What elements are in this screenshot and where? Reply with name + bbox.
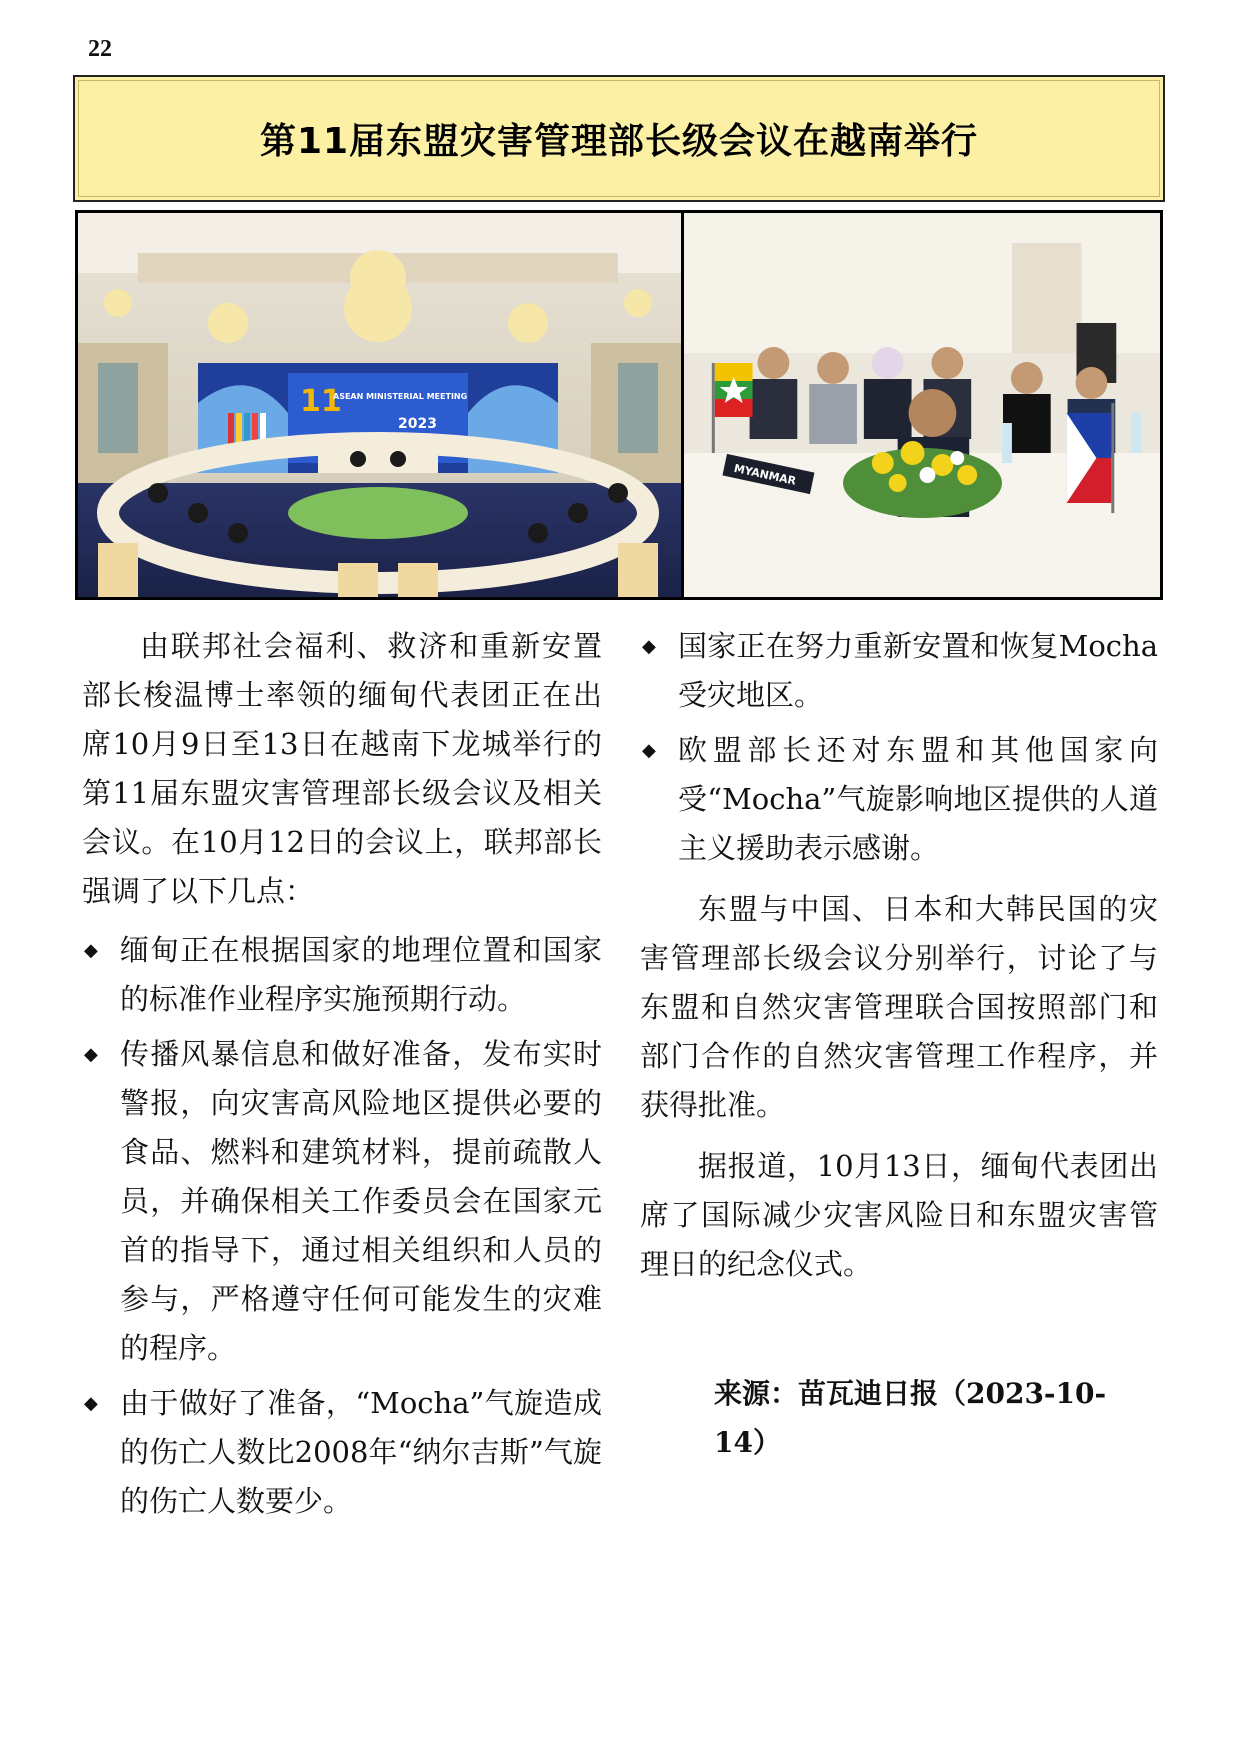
bullet-item	[82, 926, 602, 1024]
left-bullet-list	[82, 926, 602, 1526]
bullet-item	[82, 1379, 602, 1526]
bullet-diamond-icon: ◆	[642, 636, 656, 657]
photo-myanmar-delegation	[684, 213, 1160, 597]
bullet-diamond-icon: ◆	[84, 1393, 98, 1414]
photo-conference-hall	[78, 213, 684, 597]
body-paragraph: 据报道，10月13日，缅甸代表团出席了国际减少灾害风险日和东盟灾害管理日的纪念仪式。	[640, 1149, 1158, 1281]
conference-hall-image	[78, 213, 681, 597]
bullet-item	[640, 726, 1158, 873]
bullet-item	[640, 622, 1158, 720]
intro-paragraph: 由联邦社会福利、救济和重新安置部长梭温博士率领的缅甸代表团正在出席10月9日至13日在越南下龙城举行的第11届东盟灾害管理部长级会议及相关会议。在10月12日的会议上，联邦部长强调了以下几点：	[82, 629, 602, 908]
left-column	[82, 622, 602, 1532]
screen-badge: 11	[300, 384, 342, 419]
title-banner	[73, 75, 1165, 202]
bullet-diamond-icon: ◆	[84, 940, 98, 961]
screen-caption: ASEAN MINISTERIAL MEETING	[333, 392, 468, 401]
screen-year: 2023	[398, 416, 437, 432]
nameplate-text: MYANMAR	[732, 461, 798, 488]
right-bullet-list	[640, 622, 1158, 873]
delegation-image	[684, 213, 1160, 597]
article-title: 第11届东盟灾害管理部长级会议在越南举行	[259, 121, 979, 162]
bullet-diamond-icon: ◆	[642, 740, 656, 761]
source-line: 来源：苗瓦迪日报（2023-10-14）	[714, 1377, 1107, 1459]
bullet-text: 国家正在努力重新安置和恢复Mocha受灾地区。	[678, 629, 1158, 712]
bullet-item	[82, 1030, 602, 1373]
right-column	[640, 622, 1158, 1467]
bullet-text: 由于做好了准备，“Mocha”气旋造成的伤亡人数比2008年“纳尔吉斯”气旋的伤亡人数要少。	[120, 1386, 602, 1518]
bullet-text: 传播风暴信息和做好准备，发布实时警报，向灾害高风险地区提供必要的食品、燃料和建筑材料，提前疏散人员，并确保相关工作委员会在国家元首的指导下，通过相关组织和人员的参与，严格遵守任何可能发生的灾难的程序。	[120, 1037, 602, 1365]
body-paragraph: 东盟与中国、日本和大韩民国的灾害管理部长级会议分别举行，讨论了与东盟和自然灾害管理联合国按照部门和部门合作的自然灾害管理工作程序，并获得批准。	[640, 892, 1158, 1122]
bullet-diamond-icon: ◆	[84, 1044, 98, 1065]
page-number: 22	[88, 36, 112, 62]
bullet-text: 欧盟部长还对东盟和其他国家向受“Mocha”气旋影响地区提供的人道主义援助表示感谢。	[678, 733, 1158, 865]
bullet-text: 缅甸正在根据国家的地理位置和国家的标准作业程序实施预期行动。	[120, 933, 602, 1016]
photo-strip	[75, 210, 1163, 600]
